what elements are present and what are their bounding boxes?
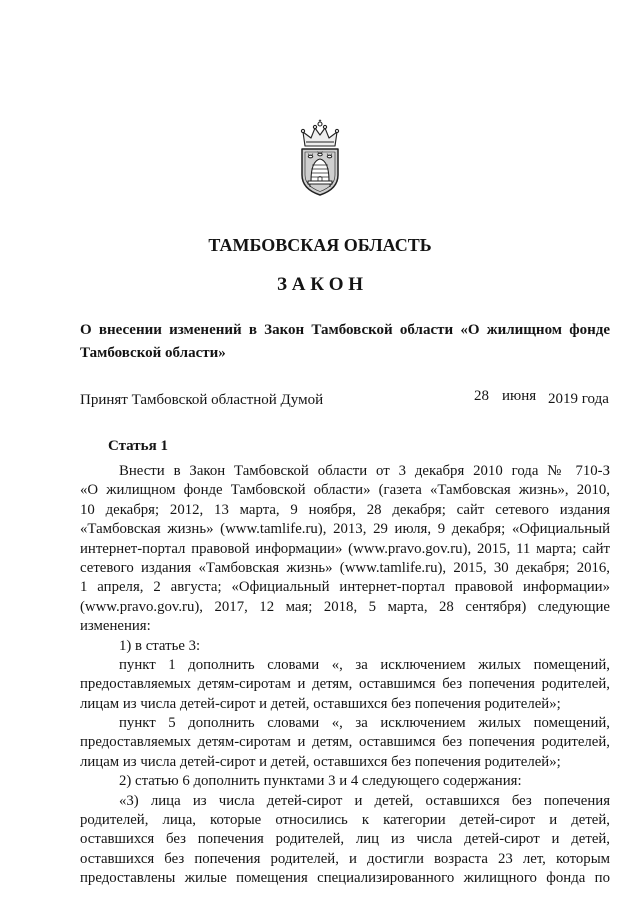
paragraph-line: оставшихся без попечения родителей, и достигли возраста 23 лет, которым: [80, 850, 610, 867]
paragraph-line: родителей, лица, которые относились к категории детей-сирот и детей,: [80, 812, 610, 829]
article-heading: Статья 1: [108, 438, 168, 454]
coat-of-arms-icon-graphic: [296, 119, 344, 197]
paragraph-line: «О жилищном фонде Тамбовской области» (газета «Тамбовская жизнь», 2010,: [80, 482, 610, 499]
region-name: ТАМБОВСКАЯ ОБЛАСТЬ: [208, 235, 432, 255]
paragraph-line: Внести в Закон Тамбовской области от 3 декабря 2010 года № 710-З: [119, 463, 610, 479]
paragraph-line: сетевого издания «Тамбовская жизнь» (www.tamlife.ru), 2015, 30 декабря; 2016,: [80, 559, 610, 576]
paragraph-line: изменения:: [80, 618, 151, 635]
paragraph-line: пункт 1 дополнить словами «, за исключением жилых помещений,: [119, 656, 610, 673]
coat-of-arms-icon: [296, 119, 344, 197]
article-body: [80, 462, 610, 889]
paragraph-line: предоставляемых детям-сиротам и детям, оставшимся без попечения родителей,: [80, 676, 610, 693]
paragraph-line: пункт 5 дополнить словами «, за исключением жилых помещений,: [119, 715, 610, 732]
paragraph-line: «Тамбовская жизнь» (www.tamlife.ru), 2013, 29 июля, 9 декабря; «Официальный: [80, 521, 610, 538]
law-title: [80, 319, 610, 365]
paragraph-line: предоставляемых детям-сиротам и детям, оставшимся без попечения родителей,: [80, 734, 610, 751]
paragraph-line: (www.pravo.gov.ru), 2017, 12 мая; 2018, 5 марта, 28 сентября) следующие: [80, 598, 610, 615]
adoption-month: июня: [502, 388, 537, 404]
paragraph-line: «3) лица из числа детей-сирот и детей, оставшихся без попечения: [119, 792, 610, 809]
paragraph-line: интернет-портал правовой информации» (www.pravo.gov.ru), 2015, 11 марта; сайт: [80, 540, 610, 557]
law-title-line: Тамбовской области»: [80, 345, 226, 361]
list-item-line: 1) в статье 3:: [119, 637, 201, 654]
paragraph-line: лицам из числа детей-сирот и детей, оставшихся без попечения родителей»;: [80, 695, 561, 712]
paragraph-line: 1 апреля, 2 августа; «Официальный интернет-портал правовой информации»: [80, 579, 610, 596]
paragraph-line: оставшихся без попечения родителей, лиц из числа детей-сирот и детей,: [80, 831, 610, 848]
list-item-line: 2) статью 6 дополнить пунктами 3 и 4 следующего содержания:: [119, 773, 522, 790]
adoption-text: Принят Тамбовской областной Думой: [80, 392, 324, 408]
paragraph-line: лицам из числа детей-сирот и детей, оставшихся без попечения родителей»;: [80, 753, 561, 770]
document-type: З А К О Н: [276, 274, 364, 295]
adoption-day: 28: [474, 388, 489, 404]
adoption-year: 2019 года: [548, 391, 609, 407]
law-title-line: О внесении изменений в Закон Тамбовской области «О жилищном фонде: [80, 322, 610, 338]
paragraph-line: предоставлены жилые помещения специализированного жилищного фонда по: [80, 870, 610, 887]
paragraph-line: 10 декабря; 2012, 13 марта, 9 ноября, 28 декабря; сайт сетевого издания: [80, 501, 610, 518]
